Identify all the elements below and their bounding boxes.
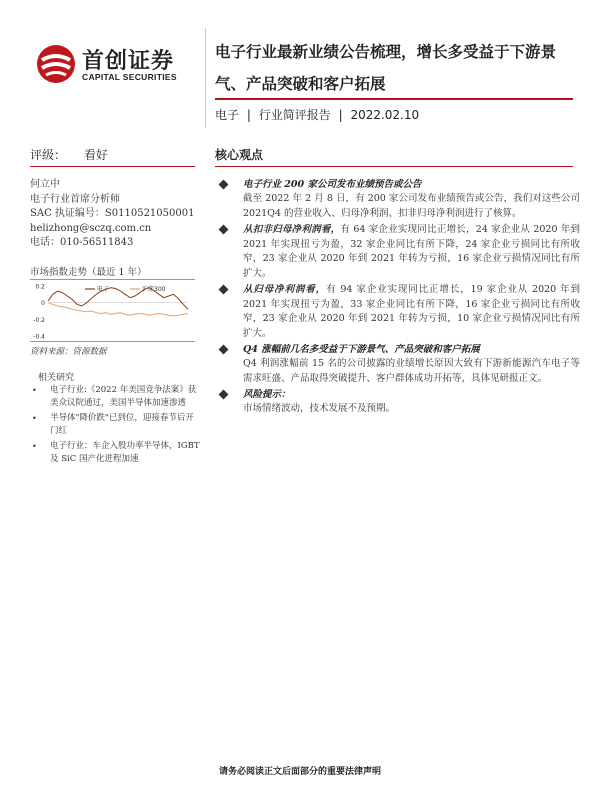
separator: |	[338, 108, 343, 122]
bullet-dot-icon: •	[32, 386, 37, 395]
core-rule	[215, 166, 573, 167]
analyst-name: 何立中	[30, 179, 60, 190]
y-tick-label: -0.4	[33, 333, 45, 340]
report-subhead	[215, 106, 423, 123]
chart-rule	[30, 341, 195, 342]
core-view-item	[215, 283, 580, 341]
rating-rule	[30, 166, 195, 167]
analyst-phone: 电话：010-56511843	[30, 237, 134, 248]
core-view-text	[243, 223, 580, 281]
y-tick-label: -0.2	[33, 316, 45, 324]
related-item[interactable]	[30, 384, 202, 410]
core-view-text: Q4 利润涨幅前 15 名的公司披露的业绩增长原因大致有下游新能源汽车电子等需求旺盛、产品取得突破提升、客户群体成功开拓等，具体见研报正文。	[243, 358, 580, 384]
core-view-text	[243, 283, 580, 341]
chart-title: 市场指数走势（最近 1 年）	[30, 267, 147, 278]
core-view-inline-heading: 从扣非归母净利润看，	[243, 224, 341, 235]
core-view-heading: 电子行业 200 家公司发布业绩预告或公告	[243, 179, 422, 190]
header-divider	[205, 28, 206, 128]
related-item-text: 电子行业：车企入股功率半导体，IGBT 及 SiC 国产化进程加速	[50, 441, 200, 464]
market-index-chart	[30, 282, 195, 340]
series-line-electronics	[48, 288, 188, 310]
bullet-dot-icon: •	[32, 414, 37, 423]
related-item[interactable]	[30, 440, 202, 466]
y-tick-label: 0	[41, 300, 45, 308]
legend-label: 电子	[97, 286, 110, 293]
core-view-item	[215, 223, 580, 281]
chart-rule	[30, 279, 195, 280]
diamond-bullet-icon	[219, 180, 229, 190]
core-view-text: 市场情绪波动，技术发展不及预期。	[243, 403, 396, 414]
core-view-heading: Q4 涨幅前几名多受益于下游景气、产品突破和客户拓展	[243, 344, 480, 355]
report-type: 行业简评报告	[258, 108, 331, 122]
bullet-dot-icon: •	[32, 442, 37, 451]
core-views-title: 核心观点	[215, 148, 264, 162]
core-view-text: 截至 2022 年 2 月 8 日，有 200 家公司发布业绩预告或公告，我们对这些公司 2021Q4 的营业收入、归母净利润、扣非归母净利润进行了核算。	[243, 193, 580, 219]
core-view-inline-heading: 从归母净利润看，	[243, 284, 327, 295]
y-tick-label: 0.2	[35, 283, 45, 291]
related-item-text: 电子行业:《2022 年美国竞争法案》获美众议院通过，美国半导体加速渗透	[50, 385, 197, 408]
capital-securities-logo-icon	[36, 44, 76, 84]
core-view-item	[215, 388, 580, 417]
company-logo	[36, 40, 206, 90]
legal-footer: 请务必阅读正文后面部分的重要法律声明	[218, 767, 381, 777]
logo-text-en: CAPITAL SECURITIES	[82, 72, 177, 82]
rating-value: 看好	[83, 148, 108, 162]
analyst-email: helizhong@sczq.com.cn	[30, 222, 152, 234]
core-view-body: 有 64 家企业实现同比正增长，24 家企业从 2020 年到 2021 年实现扭亏为盈，32 家企业同比有所下降，24 家企业亏损同比有所收窄，23 家企业从 2020 年到 2021 年转为亏损，16 家企业亏损情况同比有所扩大。	[243, 224, 580, 279]
core-view-item	[215, 343, 580, 386]
related-research-title: 相关研究	[38, 373, 75, 383]
rating-row	[30, 146, 108, 163]
core-view-item	[215, 178, 580, 221]
legend-label: 沪深300	[142, 286, 166, 293]
title-rule	[215, 98, 573, 100]
core-view-body: 有 94 家企业实现同比正增长，19 家企业从 2020 年到 2021 年实现扭亏为盈，33 家企业同比有所下降，16 家企业亏损同比有所收窄，23 家企业从 2020 年到 2021 年转为亏损，10 家企业亏损情况同比有所扩大。	[243, 284, 580, 339]
analyst-info	[30, 178, 194, 251]
related-item[interactable]	[30, 412, 202, 438]
diamond-bullet-icon	[219, 345, 229, 355]
logo-text-cn: 首创证券	[82, 49, 175, 74]
core-view-heading: 风险提示：	[243, 389, 291, 400]
chart-source: 资料来源：资源数据	[30, 347, 107, 357]
related-item-text: 半导体"降价跌"已到位，迎接春节后开门红	[50, 413, 194, 436]
related-research-list	[30, 384, 202, 468]
diamond-bullet-icon	[219, 285, 229, 295]
diamond-bullet-icon	[219, 225, 229, 235]
report-date: 2022.02.10	[350, 108, 420, 122]
diamond-bullet-icon	[219, 390, 229, 400]
separator: |	[246, 108, 251, 122]
core-views-list	[215, 178, 580, 419]
analyst-role: 电子行业首席分析师	[30, 193, 120, 205]
industry-label: 电子	[215, 108, 240, 122]
report-title: 电子行业最新业绩公告梳理，增长多受益于下游景气、产品突破和客户拓展	[215, 43, 557, 93]
analyst-sac: SAC 执证编号：S0110521050001	[30, 208, 195, 219]
rating-label: 评级：	[30, 148, 67, 162]
series-line-csi300	[48, 303, 188, 316]
